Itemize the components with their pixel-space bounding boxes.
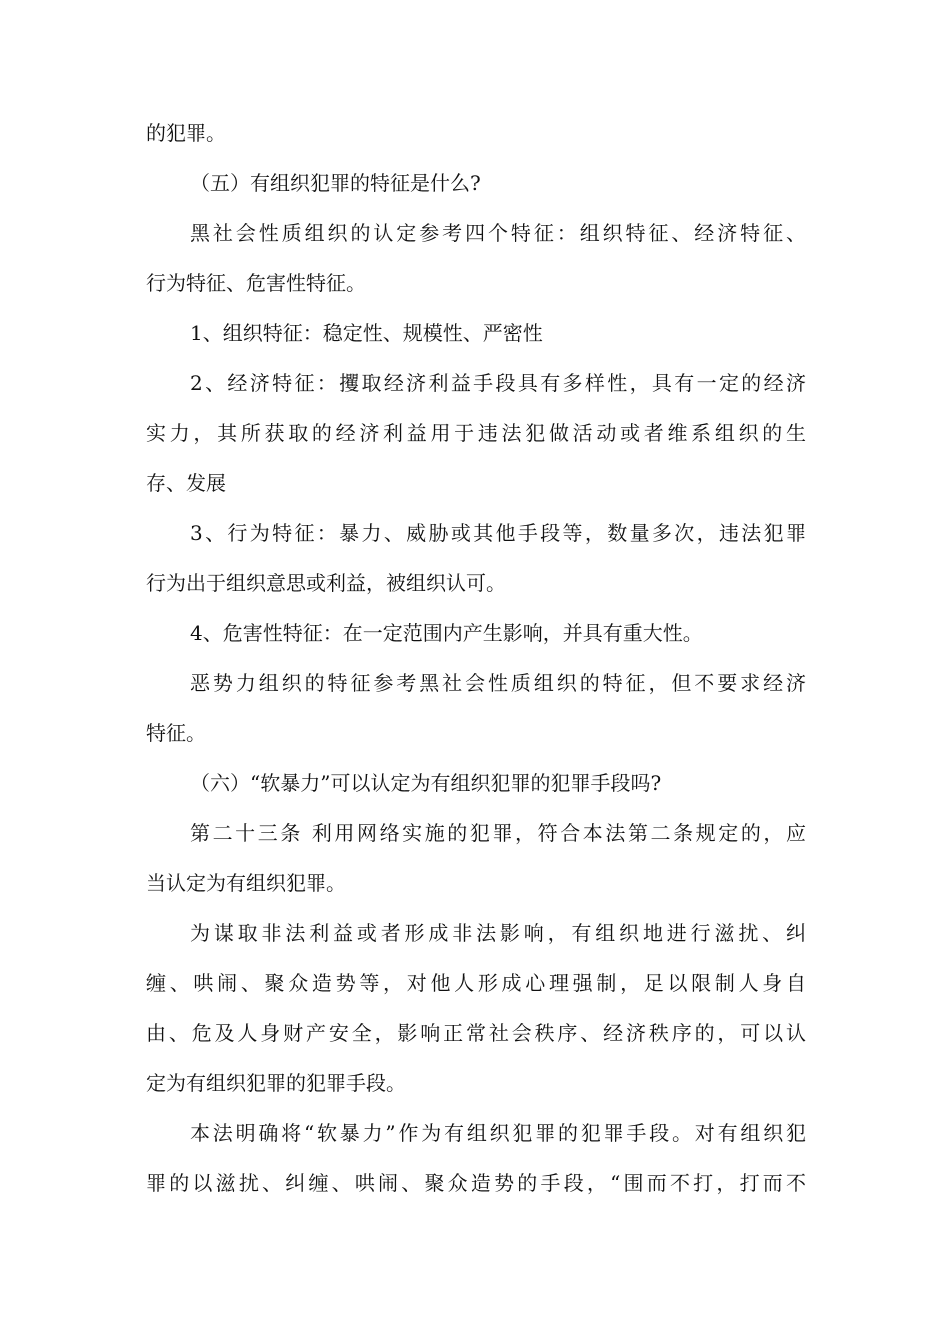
text-line: 4、危害性特征：在一定范围内产生影响，并具有重大性。 bbox=[190, 621, 703, 645]
paragraph bbox=[146, 658, 806, 758]
document-body bbox=[146, 108, 806, 1208]
text-line: 当认定为有组织犯罪。 bbox=[146, 871, 346, 895]
text-line: 黑社会性质组织的认定参考四个特征：组织特征、经济特征、 bbox=[190, 221, 806, 245]
paragraph bbox=[146, 908, 806, 1108]
text-line: 由、危及人身财产安全，影响正常社会秩序、经济秩序的，可以认 bbox=[146, 1021, 806, 1045]
paragraph bbox=[146, 508, 806, 608]
text-line: （六）“软暴力”可以认定为有组织犯罪的犯罪手段吗? bbox=[190, 771, 662, 795]
text-line: 的犯罪。 bbox=[146, 121, 226, 145]
paragraph bbox=[146, 308, 806, 358]
paragraph bbox=[146, 808, 806, 908]
paragraph bbox=[146, 758, 806, 808]
paragraph bbox=[146, 208, 806, 308]
text-line: 恶势力组织的特征参考黑社会性质组织的特征，但不要求经济 bbox=[190, 671, 806, 695]
text-line: 行为特征、危害性特征。 bbox=[146, 271, 366, 295]
text-line: 1、组织特征：稳定性、规模性、严密性 bbox=[190, 321, 543, 345]
text-line: （五）有组织犯罪的特征是什么? bbox=[190, 171, 481, 195]
text-line: 行为出于组织意思或利益，被组织认可。 bbox=[146, 571, 506, 595]
text-line: 3、行为特征：暴力、威胁或其他手段等，数量多次，违法犯罪 bbox=[190, 521, 806, 545]
text-line: 特征。 bbox=[146, 721, 206, 745]
text-line: 为谋取非法利益或者形成非法影响，有组织地进行滋扰、纠 bbox=[190, 921, 806, 945]
paragraph bbox=[146, 358, 806, 508]
paragraph bbox=[146, 108, 806, 158]
text-line: 本法明确将“软暴力”作为有组织犯罪的犯罪手段。对有组织犯 bbox=[190, 1121, 806, 1145]
text-line: 实力，其所获取的经济利益用于违法犯做活动或者维系组织的生 bbox=[146, 421, 806, 445]
text-line: 2、经济特征：攫取经济利益手段具有多样性，具有一定的经济 bbox=[190, 371, 806, 395]
text-line: 缠、哄闹、聚众造势等，对他人形成心理强制，足以限制人身自 bbox=[146, 971, 806, 995]
text-line: 罪的以滋扰、纠缠、哄闹、聚众造势的手段，“围而不打，打而不 bbox=[146, 1171, 806, 1195]
text-line: 存、发展 bbox=[146, 471, 226, 495]
paragraph bbox=[146, 1108, 806, 1208]
text-line: 定为有组织犯罪的犯罪手段。 bbox=[146, 1071, 406, 1095]
text-line: 第二十三条 利用网络实施的犯罪，符合本法第二条规定的，应 bbox=[190, 821, 806, 845]
paragraph bbox=[146, 608, 806, 658]
paragraph bbox=[146, 158, 806, 208]
